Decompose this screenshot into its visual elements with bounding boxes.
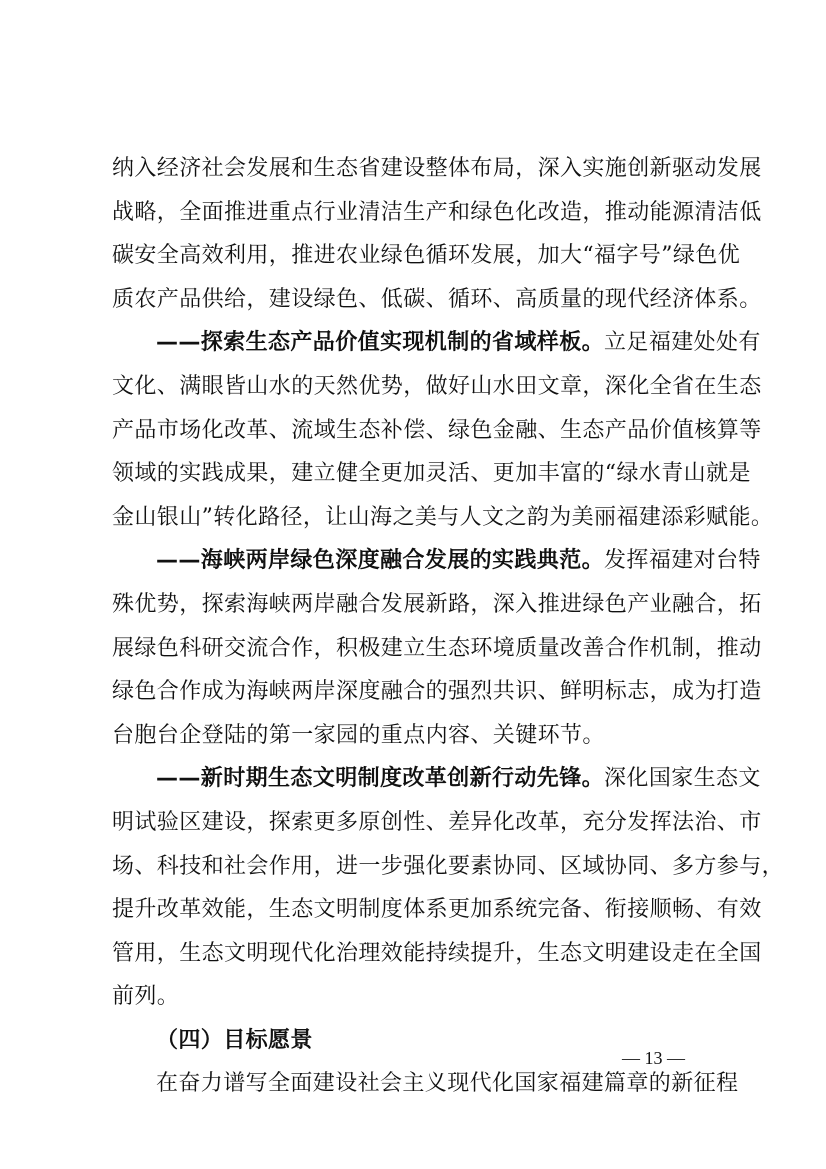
text-line: 场、科技和社会作用，进一步强化要素协同、区域协同、多方参与，	[112, 853, 785, 879]
text-line: 台胞台企登陆的第一家园的重点内容、关键环节。	[112, 722, 605, 748]
text-line: 管用，生态文明现代化治理效能持续提升，生态文明建设走在全国	[112, 940, 762, 966]
page-number: — 13 —	[622, 1048, 685, 1068]
paragraph-heading: ——新时期生态文明制度改革创新行动先锋。	[156, 766, 605, 792]
text-line: 在奋力谱写全面建设社会主义现代化国家福建篇章的新征程	[156, 1071, 739, 1097]
text-line: 绿色合作成为海峡两岸深度融合的强烈共识、鲜明标志，成为打造	[112, 679, 762, 705]
paragraph-heading: ——海峡两岸绿色深度融合发展的实践典范。	[156, 548, 605, 574]
text-line: 碳安全高效利用，推进农业绿色循环发展，加大“福字号”绿色优	[112, 243, 741, 269]
text-segment: 深化国家生态文	[604, 766, 761, 792]
text-line: 战略，全面推进重点行业清洁生产和绿色化改造，推动能源清洁低	[112, 199, 762, 225]
text-line: 展绿色科研交流合作，积极建立生态环境质量改善合作机制，推动	[112, 635, 762, 661]
document-body	[112, 147, 785, 1106]
text-line: 明试验区建设，探索更多原创性、差异化改革，充分发挥法治、市	[112, 809, 762, 835]
text-segment: 立足福建处处有	[604, 330, 761, 356]
text-line: 前列。	[112, 984, 180, 1010]
text-line: 纳入经济社会发展和生态省建设整体布局，深入实施创新驱动发展	[112, 156, 762, 181]
text-line: 领域的实践成果，建立健全更加灵活、更加丰富的“绿水青山就是	[112, 461, 751, 487]
text-segment: 发挥福建对台特	[604, 548, 761, 574]
text-line: 产品市场化改革、流域生态补偿、绿色金融、生态产品价值核算等	[112, 417, 762, 443]
paragraph-heading: ——探索生态产品价值实现机制的省域样板。	[156, 330, 605, 356]
paragraph-first-line	[112, 757, 761, 801]
text-line: 提升改革效能，生态文明制度体系更加系统完备、衔接顺畅、有效	[112, 897, 762, 923]
text-line: 金山银山”转化路径，让山海之美与人文之韵为美丽福建添彩赋能。	[112, 504, 774, 530]
text-line: 殊优势，探索海峡两岸融合发展新路，深入推进绿色产业融合，拓	[112, 591, 762, 617]
text-line: 质农产品供给，建设绿色、低碳、循环、高质量的现代经济体系。	[112, 286, 762, 312]
paragraph-first-line	[112, 539, 761, 583]
section-heading: （四）目标愿景	[156, 1027, 313, 1053]
text-line: 文化、满眼皆山水的天然优势，做好山水田文章，深化全省在生态	[112, 373, 762, 399]
paragraph-first-line	[112, 321, 761, 365]
